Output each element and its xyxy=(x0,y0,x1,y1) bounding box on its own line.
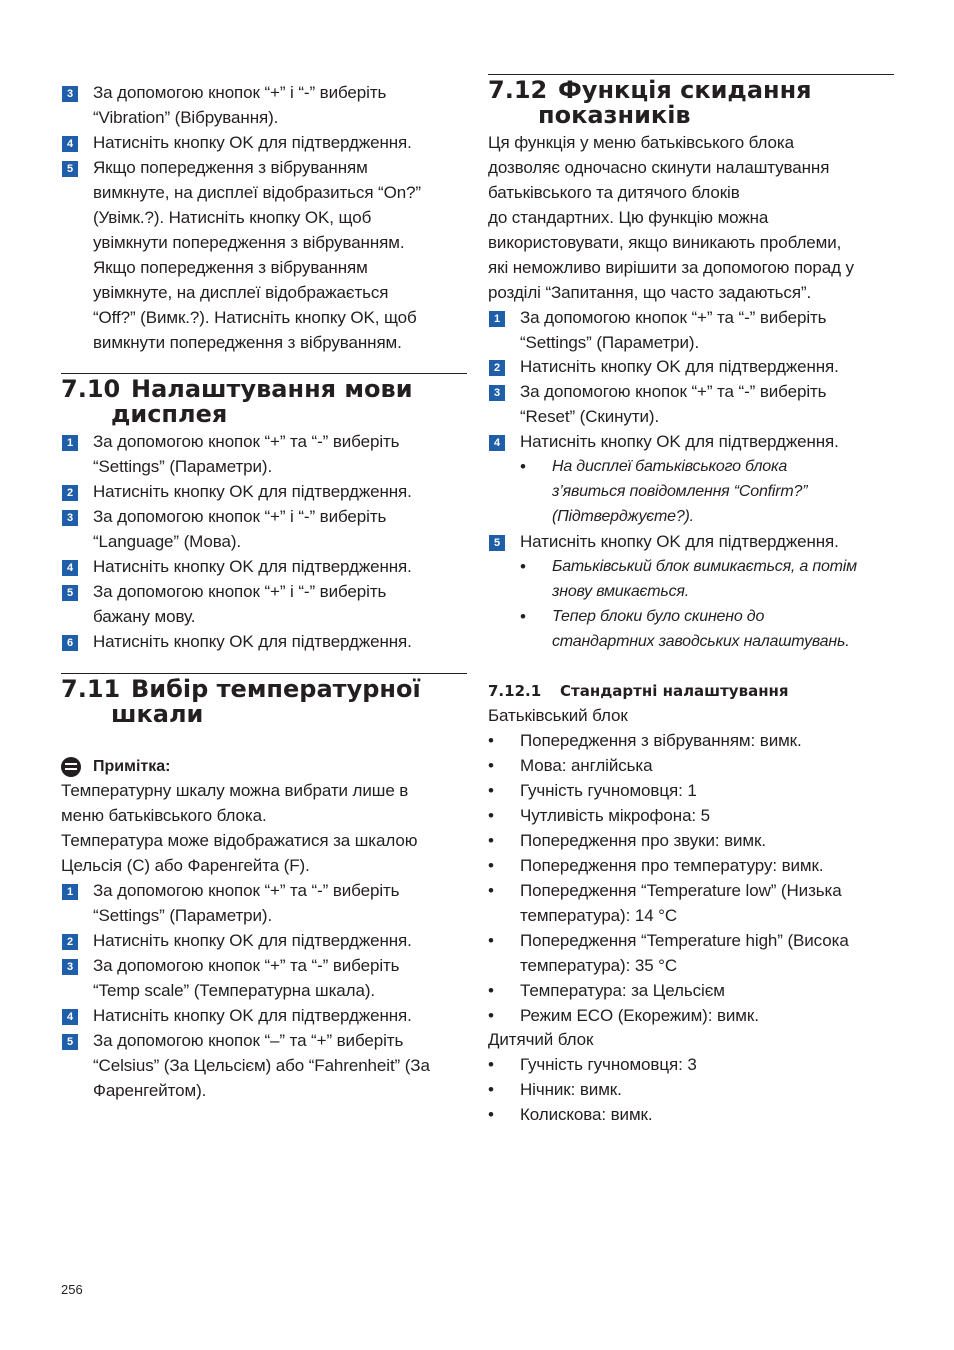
section-title-line1: Функція скидання xyxy=(558,76,812,104)
step-number: 3 xyxy=(489,385,505,401)
bullet-glyph: • xyxy=(488,731,494,750)
bullet-glyph: • xyxy=(488,1055,494,1074)
step-text: Натисніть кнопку OK для підтвердження. xyxy=(93,632,412,651)
step-number: 5 xyxy=(489,535,505,551)
section-title-line1: Налаштування мови xyxy=(131,375,413,403)
list-item-text: Гучність гучномовця: 3 xyxy=(520,1055,697,1074)
step-number: 3 xyxy=(62,510,78,526)
bullet-glyph: • xyxy=(520,557,526,576)
step-number: 1 xyxy=(62,884,78,900)
step-number: 4 xyxy=(62,136,78,152)
step-number: 3 xyxy=(62,86,78,102)
step-text: За допомогою кнопок “+” та “-” виберіть “Settings” (Параметри). xyxy=(520,308,827,352)
bullet-glyph: • xyxy=(488,1080,494,1099)
group-label-parent: Батьківський блок xyxy=(488,706,628,725)
step-text: За допомогою кнопок “+” і “-” виберіть бажану мову. xyxy=(93,582,387,626)
subsection-title: Стандартні налаштування xyxy=(560,682,789,700)
bullet-glyph: • xyxy=(488,806,494,825)
step-text: Натисніть кнопку OK для підтвердження. xyxy=(93,557,412,576)
subsection-number: 7.12.1 xyxy=(488,682,542,700)
step-number: 2 xyxy=(489,360,505,376)
bullet-glyph: • xyxy=(488,981,494,1000)
list-item-text: Попередження “Temperature low” (Низька температура): 14 °C xyxy=(520,881,842,925)
list-item-text: Попередження з вібруванням: вимк. xyxy=(520,731,802,750)
step-text: За допомогою кнопок “+” та “-” виберіть “Reset” (Скинути). xyxy=(520,382,827,426)
group-label-child: Дитячий блок xyxy=(488,1030,594,1049)
list-item-text: Температура: за Цельсієм xyxy=(520,981,725,1000)
subsection-heading-7-12-1 xyxy=(488,681,789,701)
step-number: 2 xyxy=(62,934,78,950)
step-number: 1 xyxy=(489,311,505,327)
step-text: За допомогою кнопок “+” та “-” виберіть “Settings” (Параметри). xyxy=(93,432,400,476)
result-text: Тепер блоки було скинено до стандартних заводських налаштувань. xyxy=(552,608,850,650)
step-text: За допомогою кнопок “+” і “-” виберіть “Vibration” (Вібрування). xyxy=(93,83,387,127)
list-item-text: Попередження про температуру: вимк. xyxy=(520,856,824,875)
list-item-text: Гучність гучномовця: 1 xyxy=(520,781,697,800)
section-divider xyxy=(61,673,467,674)
step-number: 4 xyxy=(489,435,505,451)
section-title-line1: Вибір температурної xyxy=(131,675,421,703)
bullet-glyph: • xyxy=(520,457,526,476)
section-number: 7.12 xyxy=(488,76,548,104)
step-number: 4 xyxy=(62,1009,78,1025)
note-paragraph: Температура може відображатися за шкалою Цельсія (C) або Фаренгейта (F). xyxy=(61,831,418,875)
step-number: 5 xyxy=(62,1034,78,1050)
result-text: Батьківський блок вимикається, а потім знову вмикається. xyxy=(552,558,857,600)
list-item-text: Попередження про звуки: вимк. xyxy=(520,831,766,850)
step-number: 6 xyxy=(62,635,78,651)
step-number: 5 xyxy=(62,161,78,177)
list-item-text: Попередження “Temperature high” (Висока температура): 35 °C xyxy=(520,931,849,975)
step-text: За допомогою кнопок “+” та “-” виберіть “Settings” (Параметри). xyxy=(93,881,400,925)
section-heading-7-10 xyxy=(61,377,467,427)
step-text: За допомогою кнопок “–” та “+” виберіть “Celsius” (За Цельсієм) або “Fahrenheit” (За Фаренгейтом). xyxy=(93,1031,430,1100)
note-label: Примітка: xyxy=(93,758,171,775)
step-text: Натисніть кнопку OK для підтвердження. xyxy=(93,931,412,950)
section-divider xyxy=(488,74,894,75)
result-text: На дисплеї батьківського блока з’явиться повідомлення “Confirm?” (Підтверджуєте?). xyxy=(552,458,808,525)
section-title-line2: дисплея xyxy=(111,400,228,428)
bullet-glyph: • xyxy=(488,931,494,950)
section-divider xyxy=(61,373,467,374)
bullet-glyph: • xyxy=(520,607,526,626)
step-text: Натисніть кнопку OK для підтвердження. xyxy=(520,357,839,376)
step-text: Натисніть кнопку OK для підтвердження. xyxy=(520,532,839,551)
bullet-glyph: • xyxy=(488,781,494,800)
list-item-text: Режим ECO (Екорежим): вимк. xyxy=(520,1006,759,1025)
page-number: 256 xyxy=(61,1282,83,1297)
step-number: 5 xyxy=(62,585,78,601)
step-text: Натисніть кнопку OK для підтвердження. xyxy=(93,1006,412,1025)
bullet-glyph: • xyxy=(488,831,494,850)
step-number: 3 xyxy=(62,959,78,975)
note-icon xyxy=(61,757,81,777)
note-paragraph: Температурну шкалу можна вибрати лише в меню батьківського блока. xyxy=(61,781,409,825)
step-text: Натисніть кнопку OK для підтвердження. xyxy=(93,133,412,152)
list-item-text: Нічник: вимк. xyxy=(520,1080,622,1099)
bullet-glyph: • xyxy=(488,756,494,775)
step-number: 2 xyxy=(62,485,78,501)
section-number: 7.10 xyxy=(61,375,121,403)
section-heading-7-11 xyxy=(61,677,467,727)
step-text: Якщо попередження з вібруванням вимкнуте, на дисплеї відобразиться “On?” (Увімк.?). Натисніть кнопку OK, щоб увімкнути попередження з вібруванням. Якщо попередження з вібруванням увімкнуте, на дисплеї відображається “Off?” (Вимк.?). Натисніть кнопку OK, щоб вимкнути попередження з вібруванням. xyxy=(93,158,421,352)
section-number: 7.11 xyxy=(61,675,121,703)
bullet-glyph: • xyxy=(488,881,494,900)
section-title-line2: шкали xyxy=(111,700,204,728)
list-item-text: Мова: англійська xyxy=(520,756,653,775)
bullet-glyph: • xyxy=(488,1105,494,1124)
step-number: 4 xyxy=(62,560,78,576)
section-title-line2: показників xyxy=(538,101,691,129)
step-text: За допомогою кнопок “+” і “-” виберіть “Language” (Мова). xyxy=(93,507,387,551)
section-intro: Ця функція у меню батьківського блока дозволяє одночасно скинути налаштування батьківського та дитячого блоків до стандартних. Цю функцію можна використовувати, якщо виникають проблеми, які неможливо вирішити за допомогою порад у розділі “Запитання, що часто задаються”. xyxy=(488,133,854,302)
bullet-glyph: • xyxy=(488,1006,494,1025)
step-number: 1 xyxy=(62,435,78,451)
step-text: Натисніть кнопку OK для підтвердження. xyxy=(93,482,412,501)
section-heading-7-12 xyxy=(488,78,894,128)
list-item-text: Колискова: вимк. xyxy=(520,1105,653,1124)
list-item-text: Чутливість мікрофона: 5 xyxy=(520,806,711,825)
step-text: Натисніть кнопку OK для підтвердження. xyxy=(520,432,839,451)
step-text: За допомогою кнопок “+” та “-” виберіть “Temp scale” (Температурна шкала). xyxy=(93,956,400,1000)
bullet-glyph: • xyxy=(488,856,494,875)
